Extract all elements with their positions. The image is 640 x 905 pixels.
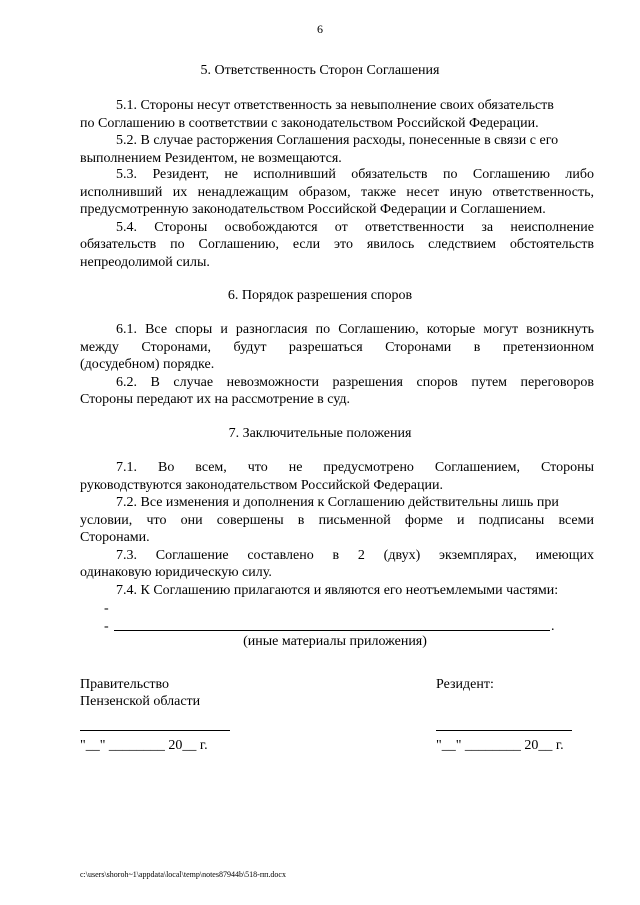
- signatory-left-line-2: Пензенской области: [80, 694, 201, 709]
- attachment-caption: (иные материалы приложения): [243, 634, 427, 649]
- clause-7-4-line-1: 7.4. К Соглашению прилагаются и являются его неотъемлемыми частями:: [116, 583, 559, 598]
- section-6-heading: 6. Порядок разрешения споров: [227, 288, 413, 303]
- clause-5-4-line-3: непреодолимой силы.: [80, 255, 210, 270]
- clause-7-3-line-2: одинаковую юридическую силу.: [80, 565, 272, 580]
- clause-7-1-line-2: руководствуются законодательством Российской Федерации.: [80, 478, 443, 493]
- clause-7-2-line-1: 7.2. Все изменения и дополнения к Соглашению действительны лишь при: [116, 495, 559, 510]
- clause-5-3-line-2: исполнивший их ненадлежащим образом, также несет иную ответственность,: [80, 185, 594, 200]
- clause-5-1-line-1: 5.1. Стороны несут ответственность за невыполнение своих обязательств: [116, 98, 554, 113]
- clause-5-2-line-2: выполнением Резидентом, не возмещаются.: [80, 151, 342, 166]
- attachment-blank-line: [114, 630, 550, 631]
- clause-5-4-line-2: обязательств по Соглашению, если это явилось следствием обстоятельств: [80, 237, 594, 252]
- signature-date-left: "__" ________ 20__ г.: [80, 738, 208, 753]
- clause-5-2-line-1: 5.2. В случае расторжения Соглашения расходы, понесенные в связи с его: [116, 133, 559, 148]
- signatory-right-line-1: Резидент:: [436, 677, 494, 692]
- signature-line-right: [436, 730, 572, 731]
- attachment-dash-2: -: [104, 619, 109, 634]
- clause-7-1-line-1: 7.1. Во всем, что не предусмотрено Соглашением, Стороны: [116, 460, 594, 475]
- attachment-end-mark: .: [551, 619, 555, 634]
- clause-5-3-line-3: предусмотренную законодательством Российской Федерации и Соглашением.: [80, 202, 546, 217]
- clause-7-2-line-2: условии, что они совершены в письменной форме и подписаны всеми: [80, 513, 594, 528]
- clause-6-1-line-1: 6.1. Все споры и разногласия по Соглашению, которые могут возникнуть: [116, 322, 594, 337]
- clause-7-3-line-1: 7.3. Соглашение составлено в 2 (двух) экземплярах, имеющих: [116, 548, 594, 563]
- section-5-heading: 5. Ответственность Сторон Соглашения: [200, 63, 440, 78]
- clause-6-2-line-1: 6.2. В случае невозможности разрешения споров путем переговоров: [116, 375, 594, 390]
- clause-5-1-line-2: по Соглашению в соответствии с законодательством Российской Федерации.: [80, 116, 539, 131]
- attachment-dash-1: -: [104, 601, 109, 616]
- page-number: 6: [317, 22, 323, 36]
- clause-6-1-line-2: между Сторонами, будут разрешаться Сторонами в претензионном: [80, 340, 594, 355]
- clause-7-2-line-3: Сторонами.: [80, 530, 150, 545]
- footer-file-path: c:\users\shoroh~1\appdata\local\temp\notes87944b\518-пп.docx: [80, 870, 286, 879]
- clause-6-1-line-3: (досудебном) порядке.: [80, 357, 215, 372]
- signatory-left-line-1: Правительство: [80, 677, 169, 692]
- clause-6-2-line-2: Стороны передают их на рассмотрение в суд.: [80, 392, 351, 407]
- section-7-heading: 7. Заключительные положения: [228, 426, 412, 441]
- clause-5-3-line-1: 5.3. Резидент, не исполнивший обязательств по Соглашению либо: [116, 167, 594, 182]
- signature-date-right: "__" ________ 20__ г.: [436, 738, 564, 753]
- clause-5-4-line-1: 5.4. Стороны освобождаются от ответственности за неисполнение: [116, 220, 594, 235]
- signature-line-left: [80, 730, 230, 731]
